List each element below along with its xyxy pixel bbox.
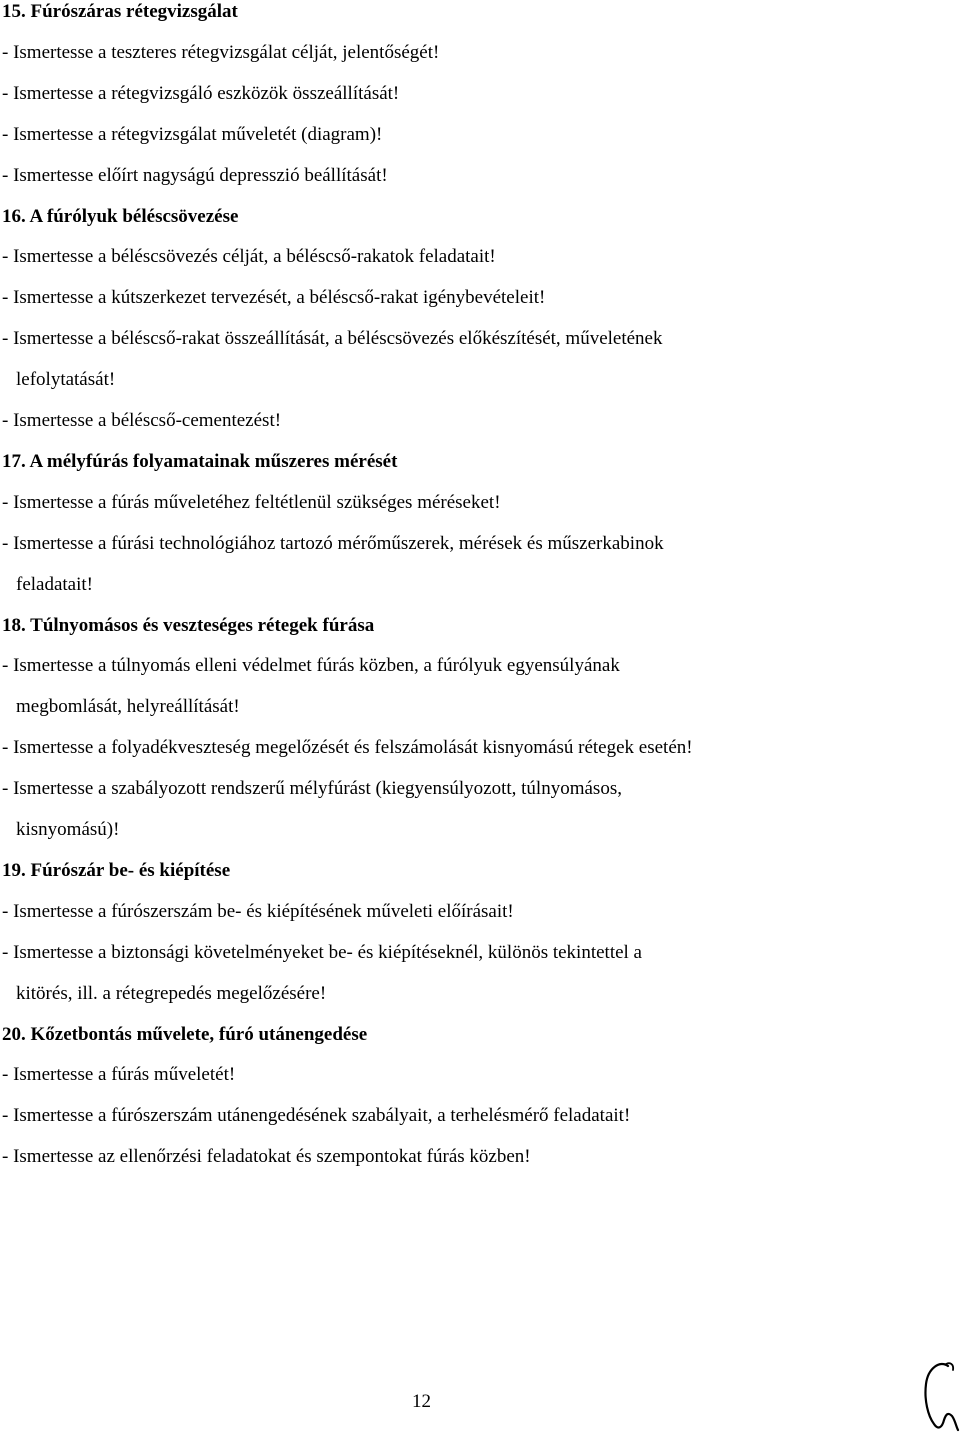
question-continuation: megbomlását, helyreállítását! [16,696,240,718]
question-item: - Ismertesse a béléscső-rakat összeállítását, a béléscsövezés előkészítését, műveletének [2,328,663,350]
section-heading: 19. Fúrószár be- és kiépítése [2,859,231,881]
section-heading: 16. A fúrólyuk béléscsövezése [2,205,239,227]
question-item: - Ismertesse a túlnyomás elleni védelmet fúrás közben, a fúrólyuk egyensúlyának [2,655,620,677]
question-item: - Ismertesse a fúrás műveletét! [2,1064,236,1086]
question-item: - Ismertesse a béléscső-cementezést! [2,410,282,431]
question-item: - Ismertesse a fúrás műveletéhez feltétlenül szükséges méréseket! [2,491,501,513]
question-item: - Ismertesse a fúrási technológiához tartozó mérőműszerek, mérések és műszerkabinok [2,532,664,554]
section-heading: 18. Túlnyomásos és veszteséges rétegek fúrása [2,614,375,636]
section-heading: 17. A mélyfúrás folyamatainak műszeres mérését [2,450,398,472]
question-item: - Ismertesse a szabályozott rendszerű mélyfúrást (kiegyensúlyozott, túlnyomásos, [2,778,622,800]
handwritten-signature [920,1354,960,1434]
section-heading: 15. Fúrószáras rétegvizsgálat [2,1,238,22]
question-item: - Ismertesse a biztonsági követelményeket be- és kiépítéseknél, különös tekintettel a [2,941,642,963]
question-item: - Ismertesse a rétegvizsgálat műveletét (diagram)! [2,123,383,145]
question-item: - Ismertesse előírt nagyságú depresszió beállítását! [2,164,388,186]
question-item: - Ismertesse a rétegvizsgáló eszközök összeállítását! [2,82,400,104]
page-number: 12 [412,1391,431,1412]
section-heading: 20. Kőzetbontás művelete, fúró utánengedése [2,1023,368,1045]
question-item: - Ismertesse a teszteres rétegvizsgálat célját, jelentőségét! [2,41,440,63]
question-item: - Ismertesse a folyadékveszteség megelőzését és felszámolását kisnyomású rétegek esetén! [2,737,693,759]
question-item: - Ismertesse a kútszerkezet tervezését, a béléscső-rakat igénybevételeit! [2,287,546,309]
question-item: - Ismertesse az ellenőrzési feladatokat és szempontokat fúrás közben! [2,1146,531,1168]
question-continuation: kisnyomású)! [16,819,120,840]
question-item: - Ismertesse a fúrószerszám be- és kiépítésének műveleti előírásait! [2,900,514,922]
question-continuation: lefolytatását! [16,369,116,391]
question-item: - Ismertesse a fúrószerszám utánengedésének szabályait, a terhelésmérő feladatait! [2,1105,631,1127]
question-continuation: feladatait! [16,573,94,595]
question-continuation: kitörés, ill. a rétegrepedés megelőzésére! [16,982,327,1004]
question-item: - Ismertesse a béléscsövezés célját, a béléscső-rakatok feladatait! [2,246,496,268]
